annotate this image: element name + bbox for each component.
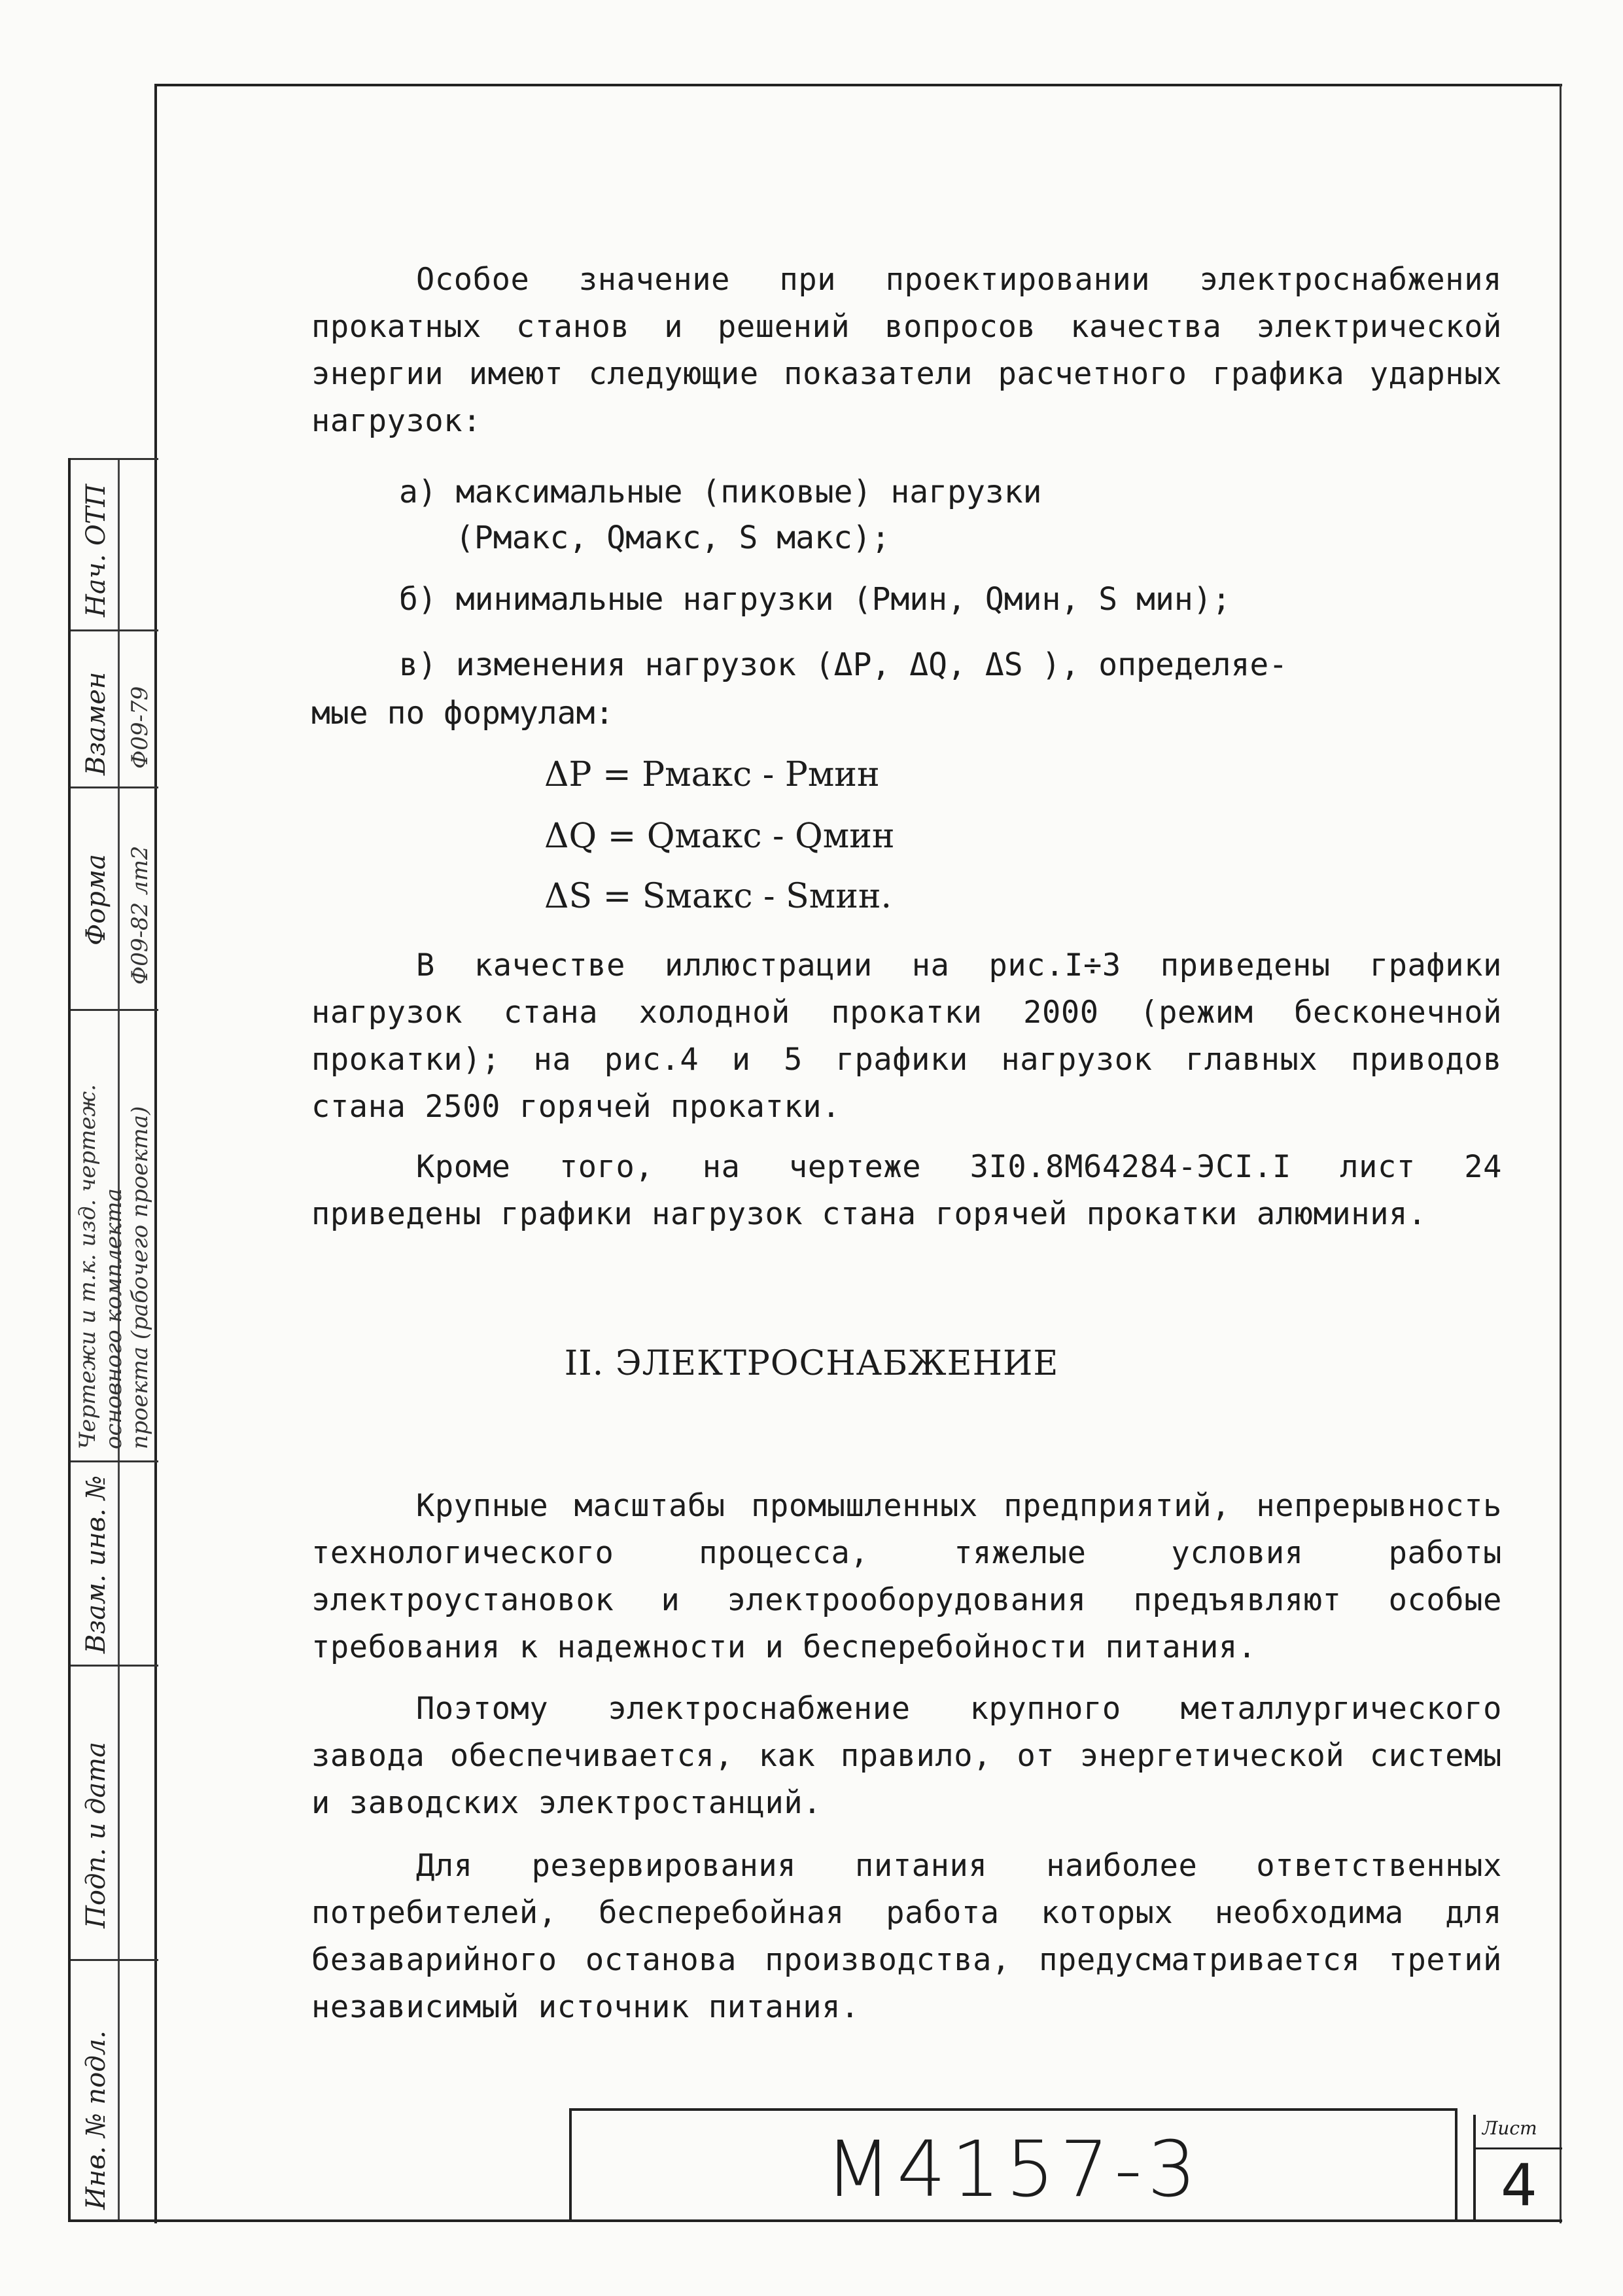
list-item-c-line1: в) изменения нагрузок (ΔP, ΔQ, ΔS ), определяе- [399, 646, 1288, 683]
paragraph-reserve-source: Для резервирования питания наиболее ответственных потребителей, бесперебойная работа которых необходима для безаварийного останова производства, предусматривается третий независимый источник питания. [311, 1848, 1502, 2025]
frame-top-border [156, 84, 1562, 86]
frame-right-border [1560, 84, 1562, 2223]
document-code: М4157-3 [825, 2124, 1202, 2214]
side-cell-vzamen [71, 629, 158, 788]
sheet-label: Лист [1482, 2117, 1537, 2139]
side-cell-nach-otp [71, 458, 158, 631]
side-stamp-strip [68, 458, 158, 2219]
side-chertezhi-line2: основного комплекта [101, 1188, 127, 1449]
formula-delta-p: ΔP = Рмакс - Рмин [544, 755, 880, 794]
side-label-podp-data: Подп. и дата [81, 1742, 111, 1928]
sheet-divider [1476, 2147, 1562, 2149]
side-chertezhi-line3: проекта (рабочего проекта) [127, 1106, 153, 1449]
paragraph-requirements: Крупные масштабы промышленных предприятий, непрерывность технологического процесса, тяжелые условия работы электроустановок и электрооборудования предъявляют особые требования к надежности и бесперебойности питания. [311, 1488, 1502, 1665]
paragraph-intro: Особое значение при проектировании электроснабжения прокатных станов и решений вопросов качества электрической энергии имеют следующие показатели расчетного графика ударных нагрузок: [311, 262, 1502, 439]
paragraph-illustrations: В качестве иллюстрации на рис.I÷3 приведены графики нагрузок стана холодной прокатки 2000 (режим бесконечной прокатки); на рис.4 и 5 графики нагрузок главных приводов стана 2500 горячей прокатки. [311, 947, 1502, 1125]
side-cell-inv-podl [71, 1959, 158, 2221]
sheet-number-box [1473, 2115, 1562, 2219]
side-cell-podp-data [71, 1665, 158, 1961]
side-cell-forma [71, 786, 158, 1011]
list-item-a-line2: (Рмакс, Qмакс, S макс); [455, 520, 890, 556]
side-cell-vzam-inv [71, 1460, 158, 1667]
formula-delta-s: ΔS = Sмакс - Sмин. [544, 877, 892, 916]
title-block-stamp [569, 2108, 1457, 2222]
side-label-vzam-inv: Взам. инв. № [81, 1475, 111, 1653]
side-cell-chertezhi [71, 1009, 158, 1462]
side-value-forma: Ф09-82 лт2 [127, 845, 153, 985]
paragraph-power-supply: Поэтому электроснабжение крупного металлургического завода обеспечивается, как правило, от энергетической системы и заводских электростанций. [311, 1691, 1502, 1821]
side-label-vzamen: Взамен [81, 671, 111, 775]
list-item-a-line1: а) максимальные (пиковые) нагрузки [399, 474, 1042, 510]
sheet-number: 4 [1501, 2151, 1537, 2219]
side-label-forma: Форма [81, 854, 111, 945]
section-heading: II. ЭЛЕКТРОСНАБЖЕНИЕ [564, 1344, 1059, 1383]
side-chertezhi-line1: Чертежи и т.к. изд. чертеж. [75, 1084, 101, 1449]
list-item-b: б) минимальные нагрузки (Рмин, Qмин, S мин); [399, 581, 1231, 618]
side-label-inv-podl: Инв. № подл. [81, 2030, 111, 2210]
side-value-vzamen: Ф09-79 [127, 686, 153, 769]
formula-delta-q: ΔQ = Qмакс - Qмин [544, 817, 895, 856]
paragraph-drawing-reference: Кроме того, на чертеже 3I0.8М64284-ЭСI.I лист 24 приведены графики нагрузок стана горячей прокатки алюминия. [311, 1149, 1502, 1232]
list-item-c-line2: мые по формулам: [311, 695, 614, 732]
side-label-nach-otp: Нач. ОТП [81, 484, 111, 617]
